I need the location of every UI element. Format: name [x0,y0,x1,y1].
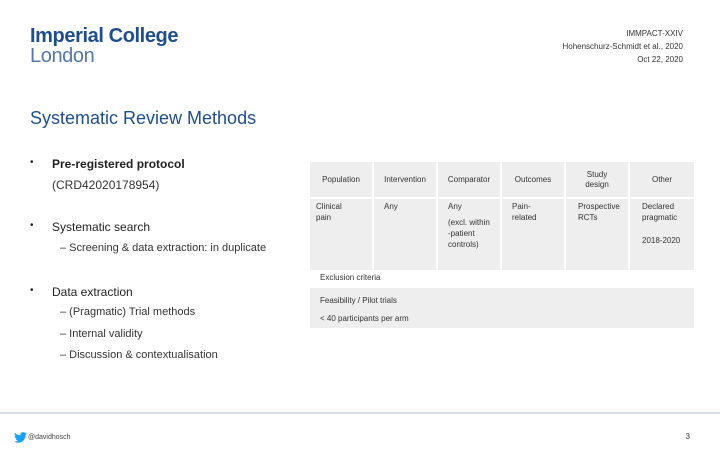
other-pragmatic: Declared pragmatic [642,202,678,222]
cell-study-design: Prospective RCTs [566,199,628,270]
bullet-extraction-sub-3: – Discussion & contextualisation [60,349,218,361]
page-number: 3 [685,432,690,441]
header-intervention: Intervention [374,162,436,197]
cell-intervention: Any [374,199,436,270]
header-study-design: Study design [566,162,628,197]
imperial-logo [30,26,178,66]
bullet-search-title: Systematic search [52,220,151,234]
bullet-marker: • [30,220,34,231]
meta-authors: Hohenschurz-Schmidt et al., 2020 [562,42,683,51]
exclusion-label: Exclusion criteria [320,273,381,282]
meta-event: IMMPACT-XXIV [626,29,683,38]
header-other: Other [630,162,694,197]
header-comparator: Comparator [438,162,500,197]
header-population: Population [310,162,372,197]
meta-date: Oct 22, 2020 [637,55,683,64]
criteria-table [310,162,694,270]
footer-divider [0,412,720,414]
bullet-marker: • [30,285,34,296]
bullet-protocol-id: (CRD42020178954) [52,178,160,192]
cell-outcomes: Pain-related [502,199,564,270]
comparator-excl: (excl. within -patient controls) [448,218,490,249]
cell-population: Clinical pain [310,199,372,270]
bullet-search-sub: – Screening & data extraction: in duplicate [60,242,267,254]
logo-line-2: London [30,45,95,67]
header-outcomes: Outcomes [502,162,564,197]
twitter-icon [14,432,27,443]
exclusion-header [310,270,694,288]
exclusion-item: < 40 participants per arm [320,314,409,323]
slide-title: Systematic Review Methods [30,108,257,128]
exclusion-box [310,288,694,328]
bullet-extraction-sub-1: – (Pragmatic) Trial methods [60,306,196,318]
bullet-marker: • [30,157,34,168]
bullet-protocol-title: Pre-registered protocol [52,157,185,171]
meta-info [562,27,683,66]
cell-comparator [438,199,500,270]
bullet-extraction-sub-2: – Internal validity [60,328,143,340]
comparator-any: Any [448,202,462,211]
exclusion-item: Feasibility / Pilot trials [320,296,397,305]
twitter-handle: @davidhosch [28,434,71,441]
other-years: 2018-2020 [642,236,681,245]
bullet-extraction-title: Data extraction [52,285,133,299]
cell-other [630,199,694,270]
logo-line-1: Imperial College [30,25,179,47]
